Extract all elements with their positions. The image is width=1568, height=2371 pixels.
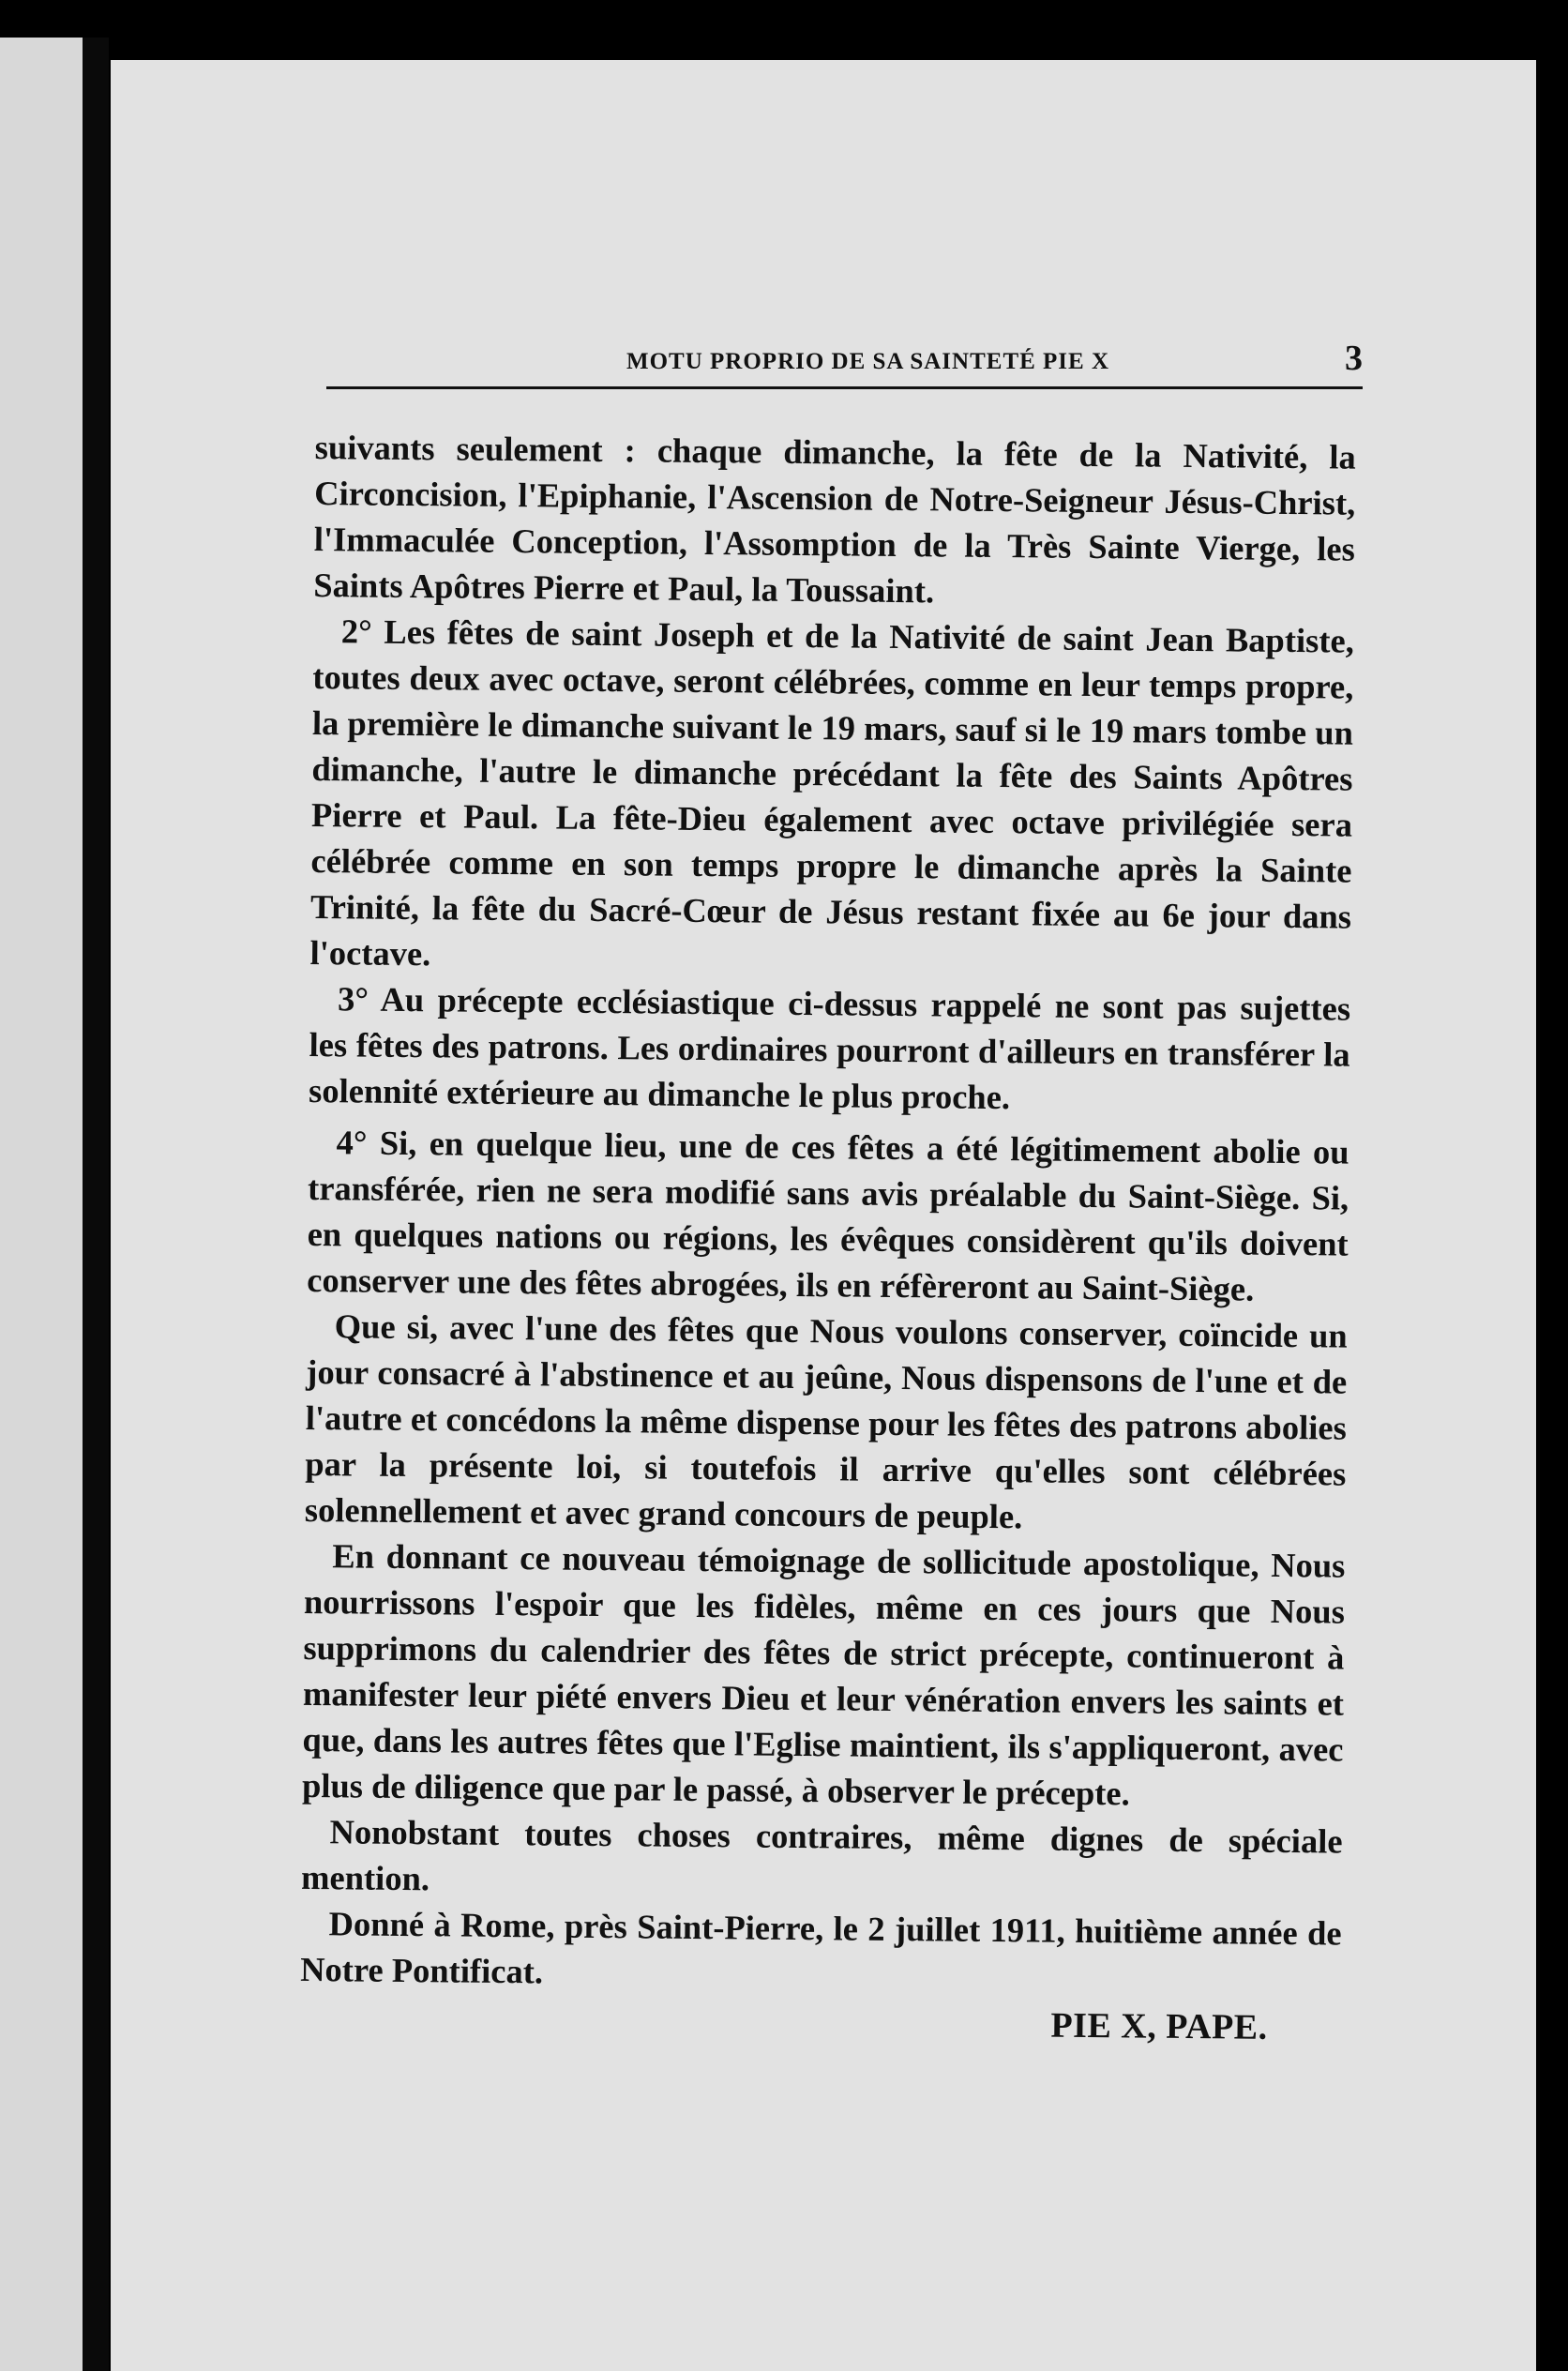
page-gutter [83, 38, 109, 2371]
signature: PIE X, PAPE. [1050, 2005, 1268, 2047]
paragraph-article-3: 3° Au précepte ecclésiastique ci-dessus rappelé ne sont pas sujettes les fêtes des patrons. Les ordinaires pourront d'ailleurs en transférer la solennité extérieure au dimanche le plus proche. [308, 979, 1351, 1117]
paragraph-date-place: Donné à Rome, près Saint-Pierre, le 2 juillet 1911, huitième année de Notre Pontificat. [299, 1904, 1342, 1991]
paragraph-dispensation: Que si, avec l'une des fêtes que Nous voulons conserver, coïncide un jour consacré à l'abstinence et au jeûne, Nous dispensons de l'une et de l'autre et concédons la même dispense pour les fêtes des patrons abolies par la présente loi, si toutefois il arrive qu'elles sont célébrées solennellement et avec grand concours de peuple. [304, 1306, 1348, 1536]
paragraph-article-4: 4° Si, en quelque lieu, une de ces fêtes a été légitimement abolie ou transférée, rien ne sera modifié sans avis préalable du Saint-Siège. Si, en quelques nations ou régions, les évêques considèrent qu'ils doivent conserver une des fêtes abrogées, ils en réfèreront au Saint-Siège. [307, 1123, 1349, 1308]
previous-page-edge [0, 38, 83, 2371]
book-page [111, 60, 1536, 2371]
body-text [299, 424, 1356, 2052]
header-rule [326, 386, 1363, 389]
paragraph-continuation: suivants seulement : chaque dimanche, la fête de la Nativité, la Circoncision, l'Epiphanie, l'Ascension de Notre-Seigneur Jésus-Christ, l'Immaculée Conception, l'Assomption de la Très Sainte Vierge, les Saints Apôtres Pierre et Paul, la Toussaint. [313, 427, 1356, 611]
running-head [326, 293, 1363, 377]
paragraph-notwithstanding: Nonobstant toutes choses contraires, même dignes de spéciale mention. [300, 1812, 1343, 1898]
page-number: 3 [1345, 339, 1363, 378]
paragraph-article-2: 2° Les fêtes de saint Joseph et de la Nativité de saint Jean Baptiste, toutes deux avec octave, seront célébrées, comme en leur temps propre, la première le dimanche suivant le 19 mars, sauf si le 19 mars tombe un dimanche, l'autre le dimanche précédant la fête des Saints Apôtres Pierre et Paul. La fête-Dieu également avec octave privilégiée sera célébrée comme en son temps propre le dimanche après la Sainte Trinité, la fête du Sacré-Cœur de Jésus restant fixée au 6e jour dans l'octave. [309, 612, 1355, 974]
paragraph-exhortation: En donnant ce nouveau témoignage de sollicitude apostolique, Nous nourrissons l'espoir que les fidèles, même en ces jours que Nous supprimons du calendrier des fêtes de strict précepte, continueront à manifester leur piété envers Dieu et leur vénération envers les saints et que, dans les autres fêtes que l'Eglise maintient, ils s'appliqueront, avec plus de diligence que par le passé, à observer le précepte. [301, 1536, 1346, 1813]
running-title: MOTU PROPRIO DE SA SAINTETÉ PIE X [626, 349, 1110, 374]
